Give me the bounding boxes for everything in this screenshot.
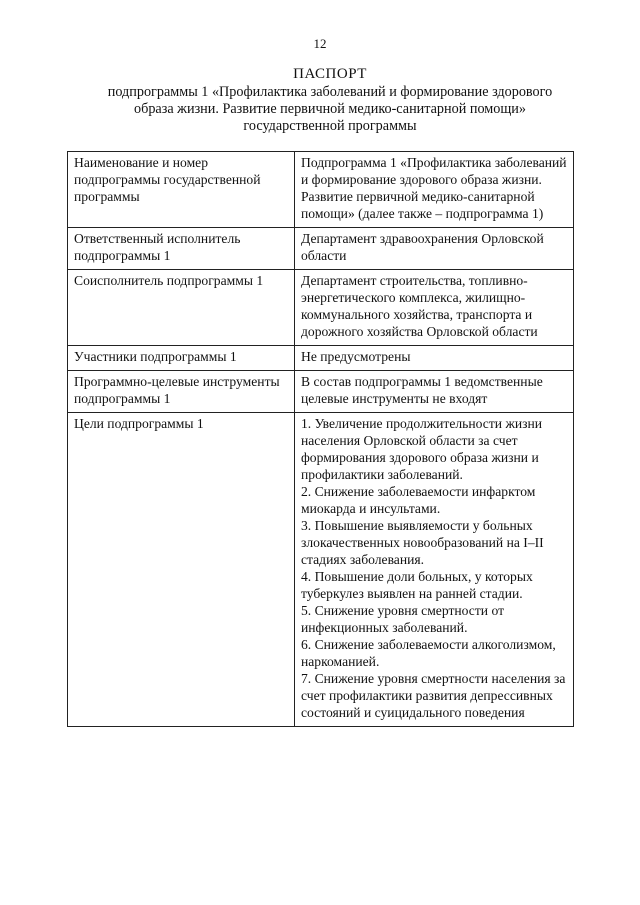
passport-table [67, 151, 574, 727]
table-row-participants [68, 346, 574, 371]
goal-item: 6. Снижение заболеваемости алкоголизмом, наркоманией. [301, 637, 556, 669]
table-row-program-name [68, 152, 574, 228]
row-value: Департамент здравоохранения Орловской области [295, 228, 574, 270]
document-heading [60, 66, 600, 135]
heading-line-1: подпрограммы 1 «Профилактика заболеваний и формирование здорового [107, 84, 553, 100]
row-label: Соисполнитель подпрограммы 1 [68, 270, 295, 346]
row-label: Наименование и номер подпрограммы государственной программы [68, 152, 295, 228]
table-row-goals [68, 413, 574, 727]
goal-item: 2. Снижение заболеваемости инфарктом миокарда и инсультами. [301, 484, 536, 516]
goal-item: 3. Повышение выявляемости у больных злокачественных новообразований на I–II стадиях заболевания. [301, 518, 544, 567]
row-label: Программно-целевые инструменты подпрограммы 1 [68, 371, 295, 413]
row-value: Департамент строительства, топливно-энергетического комплекса, жилищно-коммунального хозяйства, транспорта и дорожного хозяйства Орловской области [295, 270, 574, 346]
row-label: Участники подпрограммы 1 [68, 346, 295, 371]
heading-line-2: образа жизни. Развитие первичной медико-санитарной помощи» [134, 101, 526, 117]
row-value: В состав подпрограммы 1 ведомственные целевые инструменты не входят [295, 371, 574, 413]
document-title: ПАСПОРТ [293, 66, 367, 82]
heading-line-3: государственной программы [243, 118, 417, 134]
row-label: Цели подпрограммы 1 [68, 413, 295, 727]
table-row-co-executor [68, 270, 574, 346]
table-row-responsible [68, 228, 574, 270]
goal-item: 4. Повышение доли больных, у которых туберкулез выявлен на ранней стадии. [301, 569, 533, 601]
table-row-instruments [68, 371, 574, 413]
goal-item: 7. Снижение уровня смертности населения за счет профилактики развития депрессивных состояний и суицидального поведения [301, 671, 566, 720]
row-value: Подпрограмма 1 «Профилактика заболеваний и формирование здорового образа жизни. Развитие первичной медико-санитарной помощи» (далее также – подпрограмма 1) [295, 152, 574, 228]
goal-item: 5. Снижение уровня смертности от инфекционных заболеваний. [301, 603, 505, 635]
row-label: Ответственный исполнитель подпрограммы 1 [68, 228, 295, 270]
goals-list [295, 413, 574, 727]
row-value: Не предусмотрены [295, 346, 574, 371]
goal-item: 1. Увеличение продолжительности жизни населения Орловской области за счет формирования здорового образа жизни и профилактики заболеваний. [301, 416, 543, 482]
page-number: 12 [313, 36, 327, 51]
